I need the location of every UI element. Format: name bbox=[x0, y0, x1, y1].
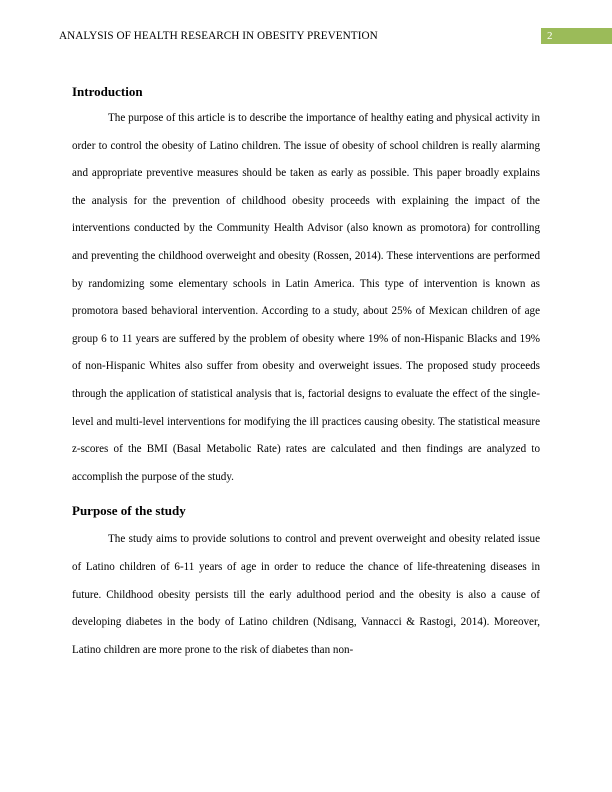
introduction-paragraph: The purpose of this article is to describe the importance of healthy eating and physical activity in order to control the obesity of Latino children. The issue of obesity of school children is really alarming and appropriate preventive measures should be taken as early as possible. This paper broadly explains the analysis for the prevention of childhood obesity proceeds with explaining the impact of the interventions conducted by the Community Health Advisor (also known as promotora) for controlling and preventing the childhood overweight and obesity (Rossen, 2014). These interventions are performed by randomizing some elementary schools in Latin America. This type of intervention is known as promotora based behavioral intervention. According to a study, about 25% of Mexican children of age group 6 to 11 years are suffered by the problem of obesity where 19% of non-Hispanic Blacks and 19% of non-Hispanic Whites also suffer from obesity and overweight issues. The proposed study proceeds through the application of statistical analysis that is, factorial designs to evaluate the effect of the single-level and multi-level interventions for modifying the ill practices causing obesity. The statistical measure z-scores of the BMI (Basal Metabolic Rate) rates are calculated and then findings are analyzed to accomplish the purpose of the study. bbox=[72, 112, 540, 483]
document-body bbox=[72, 81, 540, 664]
introduction-heading: Introduction bbox=[72, 84, 143, 99]
purpose-heading: Purpose of the study bbox=[72, 503, 186, 519]
purpose-paragraph: The study aims to provide solutions to control and prevent overweight and obesity related issue of Latino children of 6-11 years of age in order to reduce the chance of life-threatening diseases in future. Childhood obesity persists till the early adulthood period and the obesity is also a cause of developing diabetes in the body of Latino children (Ndisang, Vannacci & Rastogi, 2014). Moreover, Latino children are more prone to the risk of diabetes than non- bbox=[72, 533, 540, 656]
running-head: ANALYSIS OF HEALTH RESEARCH IN OBESITY PREVENTION bbox=[59, 30, 378, 42]
page-number-badge: 2 bbox=[541, 28, 612, 44]
